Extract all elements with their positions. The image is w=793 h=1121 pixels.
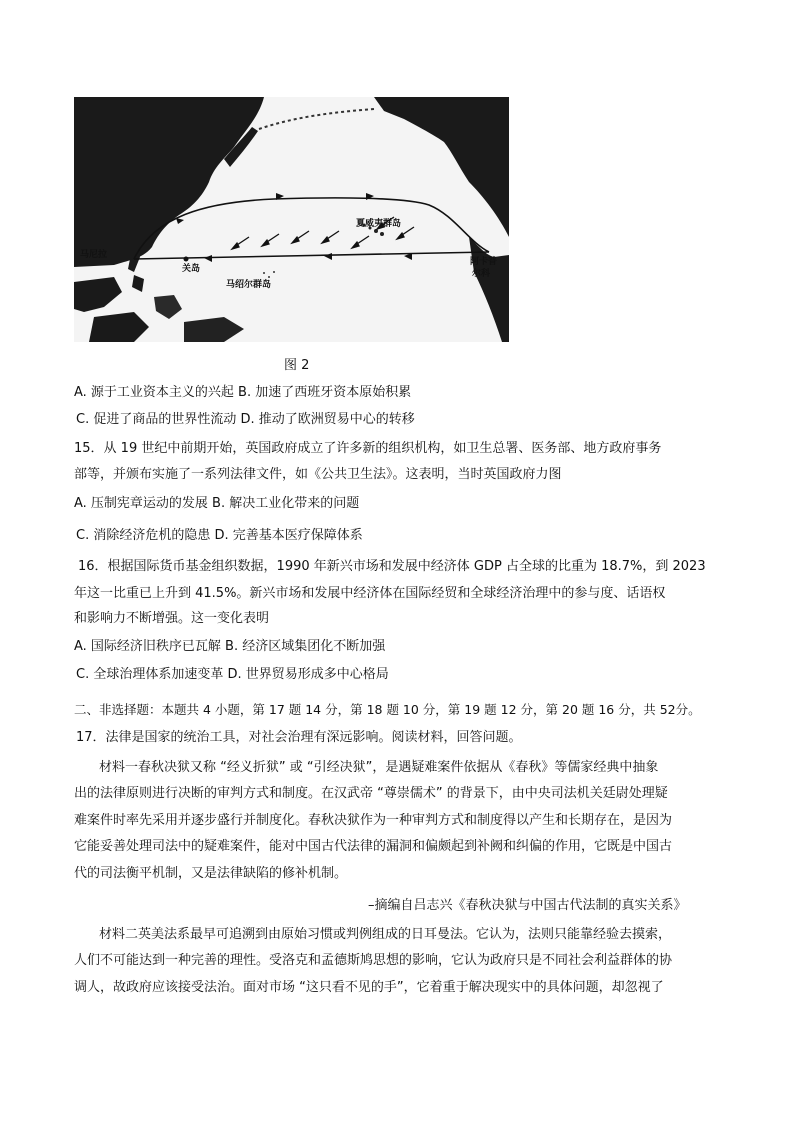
material-2-line-3: 调人，故政府应该接受法治。面对市场 “这只看不见的手”，它着重于解决现实中的具体问题，却忽视了 bbox=[74, 980, 664, 995]
material-1-line-1: 材料一春秋决狱又称 “经义折狱” 或 “引经决狱”，是遇疑难案件依据从《春秋》等儒家经典中抽象 bbox=[99, 760, 659, 775]
map-label-acapulco-2: 尔科 bbox=[472, 269, 491, 279]
q16-options-row-2: C. 全球治理体系加速变革 D. 世界贸易形成多中心格局 bbox=[76, 667, 389, 682]
trade-route-map bbox=[74, 97, 509, 342]
map-graphic bbox=[74, 97, 509, 342]
material-1-line-2: 出的法律原则进行决断的审判方式和制度。在汉武帝 “尊崇儒术” 的背景下，由中央司法机关廷尉处理疑 bbox=[74, 786, 668, 801]
q14-options-row-2: C. 促进了商品的世界性流动 D. 推动了欧洲贸易中心的转移 bbox=[76, 412, 415, 427]
map-label-marshall: 马绍尔群岛 bbox=[226, 280, 272, 290]
q16-stem-line-2: 年这一比重已上升到 41.5%。新兴市场和发展中经济体在国际经贸和全球经济治理中的参与度、话语权 bbox=[74, 586, 666, 601]
q16-stem-line-1: 16．根据国际货币基金组织数据，1990 年新兴市场和发展中经济体 GDP 占全球的比重为 18.7%，到 2023 bbox=[78, 559, 706, 574]
material-1-line-4: 它能妥善处理司法中的疑难案件，能对中国古代法律的漏洞和偏颇起到补阙和纠偏的作用，它既是中国古 bbox=[74, 839, 673, 854]
material-1-line-3: 难案件时率先采用并逐步盛行并制度化。春秋决狱作为一种审判方式和制度得以产生和长期存在，是因为 bbox=[74, 813, 673, 828]
figure-caption: 图 2 bbox=[284, 358, 310, 373]
material-1-source: –摘编自吕志兴《春秋决狱与中国古代法制的真实关系》 bbox=[368, 898, 687, 913]
q14-options-row-1: A. 源于工业资本主义的兴起 B. 加速了西班牙资本原始积累 bbox=[74, 385, 412, 400]
q16-stem-line-3: 和影响力不断增强。这一变化表明 bbox=[74, 611, 270, 626]
q15-stem-line-1: 15．从 19 世纪中前期开始，英国政府成立了许多新的组织机构，如卫生总署、医务部、地方政府事务 bbox=[74, 441, 662, 456]
map-label-guam: 关岛 bbox=[182, 264, 201, 274]
q16-options-row-1: A. 国际经济旧秩序已瓦解 B. 经济区域集团化不断加强 bbox=[74, 639, 386, 654]
q15-stem-line-2: 部等，并颁布实施了一系列法律文件，如《公共卫生法》。这表明，当时英国政府力图 bbox=[74, 467, 562, 482]
map-label-manila: 马尼拉 bbox=[80, 250, 108, 260]
material-2-line-1: 材料二英美法系最早可追溯到由原始习惯或判例组成的日耳曼法。它认为，法则只能靠经验去摸索， bbox=[99, 927, 672, 942]
material-2-line-2: 人们不可能达到一种完善的理性。受洛克和孟德斯鸠思想的影响，它认为政府只是不同社会利益群体的协 bbox=[74, 953, 673, 968]
q15-options-row-2: C. 消除经济危机的隐患 D. 完善基本医疗保障体系 bbox=[76, 528, 363, 543]
section-heading: 二、非选择题：本题共 4 小题，第 17 题 14 分，第 18 题 10 分，第 19 题 12 分，第 20 题 16 分，共 52分。 bbox=[74, 702, 701, 717]
material-1-line-5: 代的司法衡平机制，又是法律缺陷的修补机制。 bbox=[74, 866, 348, 881]
q15-options-row-1: A. 压制宪章运动的发展 B. 解决工业化带来的问题 bbox=[74, 496, 360, 511]
q17-stem: 17．法律是国家的统治工具，对社会治理有深远影响。阅读材料，回答问题。 bbox=[76, 730, 522, 745]
map-label-acapulco-1: 阿卡普 bbox=[470, 257, 498, 267]
map-label-hawaii: 夏威夷群岛 bbox=[356, 219, 402, 229]
